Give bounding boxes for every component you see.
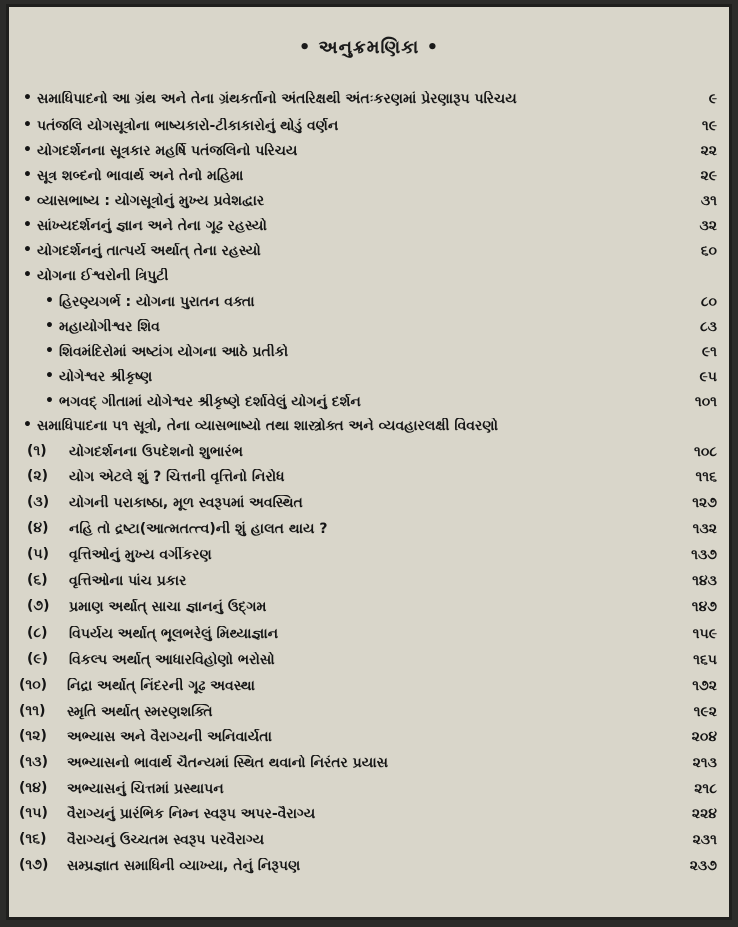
toc-entry: [9, 676, 729, 700]
toc-entry-title: યોગ એટલે શું ? ચિત્તની વૃત્તિનો નિરોધ: [69, 469, 285, 485]
toc-entry: [9, 545, 729, 569]
toc-entry-title: સમાધિપાદનો આ ગ્રંથ અને તેના ગ્રંથકર્તાનો અંતરિક્ષથી અંતઃકરણમાં પ્રેરણારૂપ પરિચય: [37, 91, 517, 107]
toc-entry: [9, 650, 729, 674]
toc-entry-page-number: ૨૨: [700, 143, 717, 159]
toc-entry-marker: •: [45, 393, 54, 409]
toc-entry-title: પ્રમાણ અર્થાત્ સાચા જ્ઞાનનું ઉદ્‌ગમ: [69, 599, 267, 615]
toc-entry-marker: (૮): [27, 625, 48, 641]
toc-entry-marker: •: [45, 293, 54, 309]
toc-entry-marker: (૧): [27, 443, 47, 459]
toc-entry-title: વ્યાસભાષ્ય : યોગસૂત્રોનું મુખ્ય પ્રવેશદ્વાર: [37, 193, 265, 209]
toc-entry-marker: (૧૭): [19, 857, 49, 873]
toc-entry-marker: (૪): [27, 520, 49, 536]
toc-entry-page-number: ૧૬૫: [693, 652, 717, 668]
toc-entry-marker: (૧૬): [19, 831, 47, 847]
toc-entry: [9, 467, 729, 491]
toc-entry: [9, 442, 729, 466]
toc-entry-marker: •: [23, 142, 32, 158]
toc-entry: [9, 89, 729, 113]
toc-entry-page-number: ૯૧: [701, 344, 717, 360]
toc-entry-title: યોગેશ્વર શ્રીકૃષ્ણ: [59, 369, 153, 385]
toc-entry: [9, 266, 729, 290]
toc-entry: [9, 597, 729, 621]
toc-entry-title: વિકલ્પ અર્થાત્ આધારવિહોણો ભરોસો: [69, 652, 275, 668]
toc-entry: [9, 342, 729, 366]
toc-entry-marker: •: [23, 167, 32, 183]
toc-entry-marker: •: [23, 192, 32, 208]
toc-entry-page-number: ૧૩૭: [691, 547, 717, 563]
toc-entry-marker: (૧૩): [19, 754, 48, 770]
toc-entry-title: યોગદર્શનના સૂત્રકાર મહર્ષિ પતંજલિનો પરિચય: [37, 143, 298, 159]
toc-entry-page-number: ૧૨૭: [692, 495, 717, 511]
toc-entry-marker: (૧૫): [19, 805, 48, 821]
toc-entry: [9, 830, 729, 854]
toc-entry-title: પતંજલિ યોગસૂત્રોના ભાષ્યકારો-ટીકાકારોનું થોડું વર્ણન: [37, 118, 339, 134]
toc-entry-marker: (૨): [27, 468, 49, 484]
toc-entry-page-number: ૮૩: [699, 319, 717, 335]
toc-entry-title: વૃત્તિઓનું મુખ્ય વર્ગીકરણ: [69, 547, 212, 563]
toc-entry-title: સ્મૃતિ અર્થાત્ સ્મરણશક્તિ: [67, 704, 213, 720]
toc-entry-page-number: ૨૩૭: [689, 858, 717, 874]
toc-entry-title: અભ્યાસનો ભાવાર્થ ચૈતન્યમાં સ્થિત થવાનો નિરંતર પ્રયાસ: [67, 755, 388, 771]
toc-entry-marker: •: [23, 417, 32, 433]
toc-entry-title: હિરણ્યગર્ભ : યોગના પુરાતન વક્તા: [59, 294, 255, 310]
toc-entry-title: વૃત્તિઓના પાંચ પ્રકાર: [69, 573, 187, 589]
toc-entry-marker: •: [23, 117, 32, 133]
toc-entry-page-number: ૨૦૪: [691, 729, 717, 745]
toc-entry-title: સમ્પ્રજ્ઞાત સમાધિની વ્યાખ્યા, તેનું નિરૂપણ: [67, 858, 301, 874]
toc-entry-title: શિવમંદિરોમાં અષ્ટાંગ યોગના આઠે પ્રતીકો: [59, 344, 289, 360]
toc-entry-page-number: ૧૯: [701, 118, 717, 134]
toc-entry-page-number: ૧૫૯: [692, 626, 717, 642]
toc-entry-title: સમાધિપાદના ૫૧ સૂત્રો, તેના વ્યાસભાષ્યો તથા શાસ્ત્રોક્ત અને વ્યવહારલક્ષી વિવરણો: [37, 418, 498, 434]
toc-entry: [9, 804, 729, 828]
toc-entry: [9, 856, 729, 880]
toc-entry-marker: (૫): [27, 546, 49, 562]
toc-entry-page-number: ૯૫: [699, 369, 717, 385]
toc-entry-marker: (૧૦): [19, 677, 48, 693]
toc-entry-page-number: ૨૯: [700, 168, 717, 184]
toc-entry-page-number: ૬૦: [700, 243, 717, 259]
toc-entry-marker: (૩): [27, 494, 50, 510]
toc-entry-title: નહિ તો દ્રષ્ટા(આત્મતત્ત્વ)ની શું હાલત થાય ?: [69, 521, 328, 537]
toc-entry-page-number: ૧૯૨: [693, 704, 717, 720]
toc-entry-page-number: ૯: [708, 91, 717, 107]
toc-entry: [9, 702, 729, 726]
toc-entry-page-number: ૧૪૭: [691, 599, 717, 615]
toc-entry: [9, 166, 729, 190]
toc-entry-page-number: ૨૩૧: [692, 832, 717, 848]
toc-entry-page-number: ૨૧૩: [692, 755, 717, 771]
page-title: • અનુક્રમણિકા •: [298, 37, 440, 58]
toc-entry-title: સૂત્ર શબ્દનો ભાવાર્થ અને તેનો મહિમા: [37, 168, 244, 184]
toc-entry-title: મહાયોગીશ્વર શિવ: [59, 319, 160, 335]
toc-entry: [9, 317, 729, 341]
toc-entry: [9, 727, 729, 751]
toc-entry-marker: •: [45, 343, 54, 359]
toc-entry-page-number: ૧૧૬: [695, 469, 717, 485]
toc-entry-page-number: ૧૦૮: [694, 444, 717, 460]
toc-entry-title: વિપર્યય અર્થાત્ ભૂલભરેલું મિથ્યાજ્ઞાન: [69, 626, 279, 642]
toc-entry-marker: •: [23, 242, 32, 258]
toc-entry: [9, 367, 729, 391]
toc-entry: [9, 141, 729, 165]
toc-entry-page-number: ૨૧૮: [694, 781, 717, 797]
toc-entry: [9, 493, 729, 517]
toc-entry-page-number: ૧૪૩: [692, 573, 717, 589]
toc-entry-marker: (૧૪): [19, 780, 48, 796]
toc-entry-title: યોગદર્શનના ઉપદેશનો શુભારંભ: [69, 444, 243, 460]
toc-entry-title: યોગની પરાકાષ્ઠા, મૂળ સ્વરૂપમાં અવસ્થિત: [69, 495, 303, 511]
toc-entry: [9, 241, 729, 265]
toc-entry-title: સાંખ્યદર્શનનું જ્ઞાન અને તેના ગૂઢ રહસ્યો: [37, 218, 267, 234]
toc-entry-marker: (૧૧): [19, 703, 46, 719]
toc-entry-title: વૈરાગ્યનું ઉચ્ચતમ સ્વરૂપ પરવૈરાગ્ય: [67, 832, 265, 848]
toc-entry-page-number: ૨૨૪: [691, 806, 717, 822]
toc-entry-marker: (૯): [27, 651, 49, 667]
toc-entry-marker: •: [23, 267, 32, 283]
toc-entry: [9, 571, 729, 595]
toc-entry-title: વૈરાગ્યનું પ્રારંભિક નિમ્ન સ્વરૂપ અપર-વૈરાગ્ય: [67, 806, 316, 822]
toc-entry-title: યોગના ઈશ્વરોની ત્રિપુટી: [37, 268, 169, 284]
toc-entry-title: યોગદર્શનનું તાત્પર્ય અર્થાત્ તેના રહસ્યો: [37, 243, 261, 259]
toc-entry: [9, 779, 729, 803]
toc-entry-marker: (૬): [27, 572, 48, 588]
toc-entry-title: નિદ્રા અર્થાત્ નિંદરની ગૂઢ અવસ્થા: [67, 678, 255, 694]
toc-entry: [9, 753, 729, 777]
toc-entry-page-number: ૧૩૨: [692, 521, 717, 537]
toc-entry: [9, 519, 729, 543]
toc-entry-marker: •: [45, 368, 54, 384]
toc-entry-page-number: ૮૦: [700, 294, 717, 310]
toc-entry-page-number: ૩૨: [699, 218, 717, 234]
toc-entry: [9, 392, 729, 416]
book-page: [6, 4, 732, 920]
toc-entry-page-number: ૧૦૧: [694, 394, 717, 410]
toc-entry: [9, 292, 729, 316]
toc-entry-title: અભ્યાસ અને વૈરાગ્યની અનિવાર્યતા: [67, 729, 272, 745]
toc-entry: [9, 191, 729, 215]
toc-entry-page-number: ૩૧: [700, 193, 717, 209]
toc-entry-title: અભ્યાસનું ચિત્તમાં પ્રસ્થાપન: [67, 781, 224, 797]
toc-entry-marker: •: [23, 90, 32, 106]
toc-entry-title: ભગવદ્ ગીતામાં યોગેશ્વર શ્રીકૃષ્ણે દર્શાવેલું યોગનું દર્શન: [59, 394, 361, 410]
toc-entry: [9, 416, 729, 440]
toc-entry-marker: •: [45, 318, 54, 334]
toc-entry-marker: (૭): [27, 598, 50, 614]
toc-entry: [9, 116, 729, 140]
toc-entry-marker: (૧૨): [19, 728, 47, 744]
toc-entry-page-number: ૧૭૨: [692, 678, 717, 694]
toc-entry: [9, 216, 729, 240]
toc-entry: [9, 624, 729, 648]
toc-entry-marker: •: [23, 217, 32, 233]
